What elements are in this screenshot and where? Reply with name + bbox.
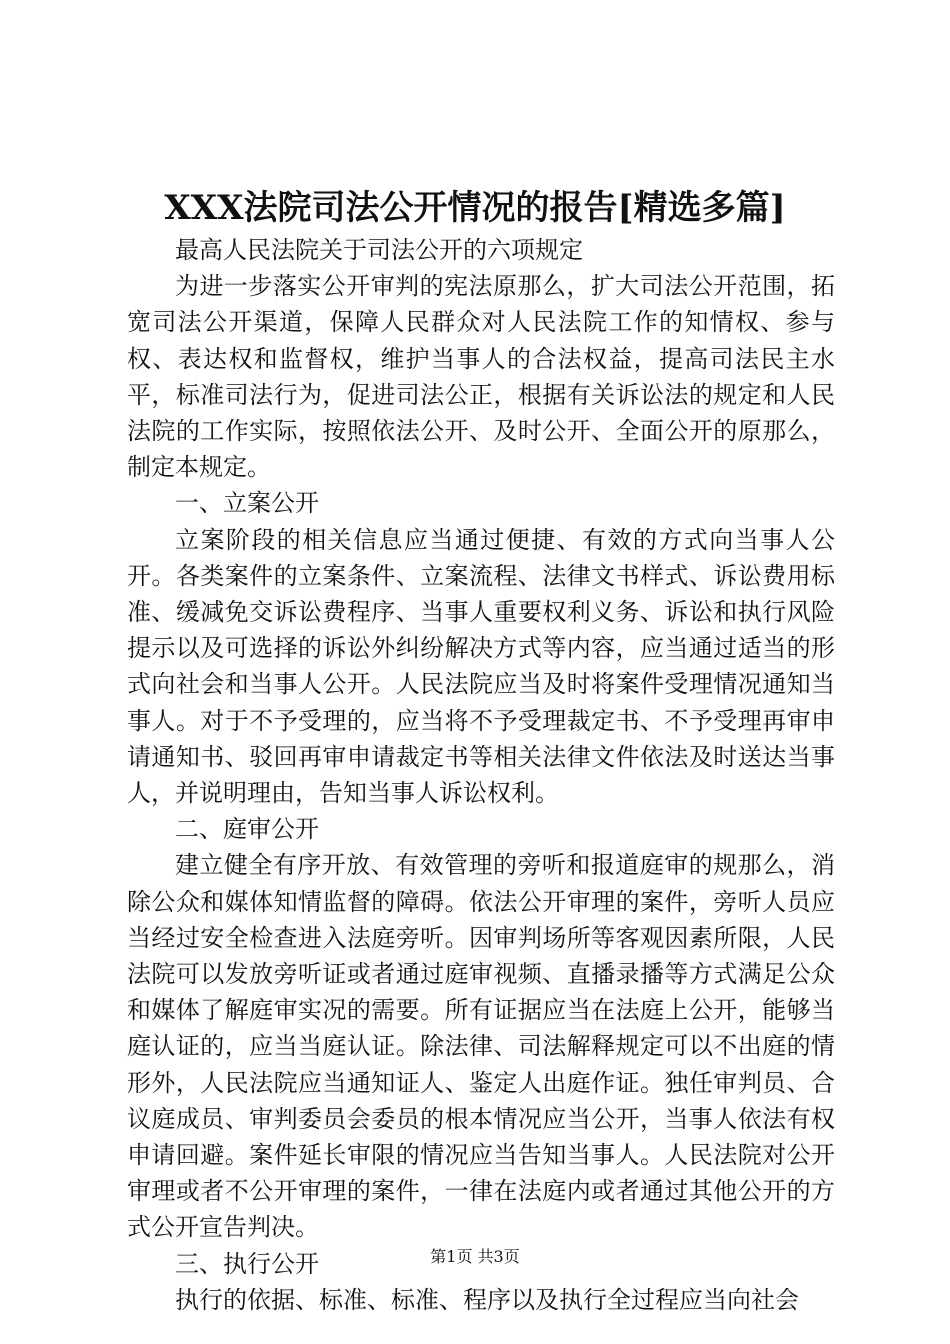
section-paragraph-trial: 建立健全有序开放、有效管理的旁听和报道庭审的规那么，消除公众和媒体知情监督的障碍。依法公开审理的案件，旁听人员应当经过安全检查进入法庭旁听。因审判场所等客观因素所限，人民法院可以发放旁听证或者通过庭审视频、直播录播等方式满足公众和媒体了解庭审实况的需要。所有证据应当在法庭上公开，能够当庭认证的，应当当庭认证。除法律、司法解释规定可以不出庭的情形外，人民法院应当通知证人、鉴定人出庭作证。独任审判员、合议庭成员、审判委员会委员的根本情况应当公开，当事人依法有权申请回避。案件延长审限的情况应当告知当事人。人民法院对公开审理或者不公开审理的案件，一律在法庭内或者通过其他公开的方式公开宣告判决。 [127, 851, 835, 1242]
page-number: 第1页 共3页 [430, 1247, 520, 1266]
section-heading-filing: 一、立案公开 [175, 489, 319, 518]
document-body [127, 232, 835, 1318]
subtitle: 最高人民法院关于司法公开的六项规定 [175, 236, 583, 264]
section-paragraph-filing: 立案阶段的相关信息应当通过便捷、有效的方式向当事人公开。各类案件的立案条件、立案流程、法律文书样式、诉讼费用标准、缓减免交诉讼费程序、当事人重要权利义务、诉讼和执行风险提示以及可选择的诉讼外纠纷解决方式等内容，应当通过适当的形式向社会和当事人公开。人民法院应当及时将案件受理情况通知当事人。对于不予受理的，应当将不予受理裁定书、不予受理再审申请通知书、驳回再审申请裁定书等相关法律文件依法及时送达当事人，并说明理由，告知当事人诉讼权利。 [127, 525, 835, 808]
section-heading-trial: 二、庭审公开 [175, 815, 319, 844]
section-heading-enforcement: 三、执行公开 [175, 1249, 319, 1278]
intro-paragraph: 为进一步落实公开审判的宪法原那么，扩大司法公开范围，拓宽司法公开渠道，保障人民群众对人民法院工作的知情权、参与权、表达权和监督权，维护当事人的合法权益，提高司法民主水平，标准司法行为，促进司法公正，根据有关诉讼法的规定和人民法院的工作实际，按照依法公开、及时公开、全面公开的原那么，制定本规定。 [127, 272, 835, 482]
document-title: XXX法院司法公开情况的报告[精选多篇] [164, 188, 786, 228]
section-paragraph-enforcement: 执行的依据、标准、标准、程序以及执行全过程应当向社会 [175, 1285, 799, 1314]
